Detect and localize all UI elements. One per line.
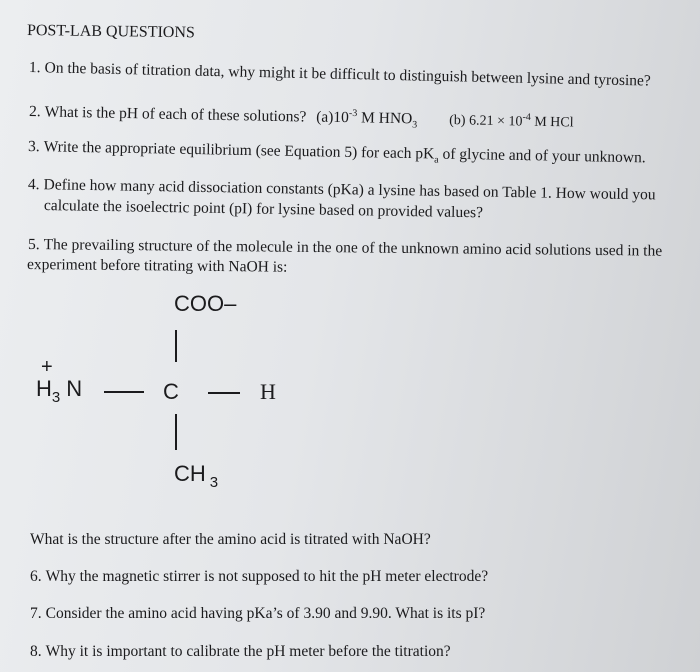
alpha-carbon: C [163,379,179,404]
question-7-text: Consider the amino acid having pKa’s of 3.90 and 9.90. What is its pI? [45,605,486,622]
part-b-exponent: -4 [522,111,531,124]
part-a-unit: M HNO [360,109,413,128]
bond-carbon-methyl [175,414,177,450]
question-8 [30,643,451,661]
question-6 [30,568,488,586]
amine-subscript: 3 [51,389,61,406]
alpha-hydrogen: H [260,379,276,404]
part-a-subscript: 3 [412,119,418,131]
part-b-unit: M HCl [534,114,574,131]
question-7 [30,605,485,623]
bond-carbon-carboxylate [175,330,177,362]
question-1-text: On the basis of titration data, why might it be difficult to distinguish between lysine and tyrosine? [44,59,651,90]
question-8-number: 8. [30,643,42,660]
methyl-ch: CH [174,461,206,486]
question-4-number: 4. [27,176,40,194]
methyl-subscript: 3 [209,474,219,491]
question-5-number: 5. [27,236,40,254]
question-6-number: 6. [30,568,42,585]
question-6-text: Why the magnetic stirrer is not supposed to hit the pH meter electrode? [45,568,489,585]
question-8-text: Why it is important to calibrate the pH meter before the titration? [45,643,451,660]
question-3-subscript: a [434,154,439,166]
positive-charge: + [41,356,53,378]
question-5-text-2: experiment before titrating with NaOH is: [26,256,288,276]
question-2-number: 2. [28,103,41,121]
question-3-text-before: Write the appropriate equilibrium (see Equation 5) for each pK [43,138,435,163]
question-1 [29,59,651,91]
question-3 [28,138,646,173]
question-1-number: 1. [28,59,41,77]
question-7-number: 7. [30,605,42,622]
question-4-text-2: calculate the isoelectric point (pI) for lysine based on provided values? [43,197,484,222]
question-4-text-1: Define how many acid dissociation constants (pKa) a lysine has based on Table 1. How would you [43,176,656,204]
question-3-text-after: of glycine and of your unknown. [438,145,646,167]
carboxylate-group: COO– [174,291,237,316]
question-3-number: 3. [27,138,40,156]
question-4-line-2 [44,197,483,222]
bond-carbon-hydrogen [208,392,240,394]
question-5-followup [30,531,431,549]
amine-group [36,377,82,404]
page-title [27,22,195,42]
question-2 [29,99,574,138]
methyl-group [174,462,218,489]
question-2-text: What is the pH of each of these solutions? [44,103,307,126]
question-2-part-a [316,108,418,131]
part-b-label: (b) 6.21 × 10 [449,113,523,130]
question-2-part-b [449,113,574,130]
question-5-followup-text: What is the structure after the amino acid is titrated with NaOH? [30,531,431,548]
question-5-line-2 [27,256,288,277]
amine-nitrogen: N [66,376,83,401]
page-title-text: POST-LAB QUESTIONS [26,22,195,42]
amine-hydrogen: H [36,376,52,401]
question-5-text-1: The prevailing structure of the molecule in the one of the unknown amino acid solutions used in the [43,236,663,260]
bond-nitrogen-carbon [104,391,144,393]
part-a-exponent: -3 [348,108,358,120]
part-a-label: (a)10 [316,108,350,127]
